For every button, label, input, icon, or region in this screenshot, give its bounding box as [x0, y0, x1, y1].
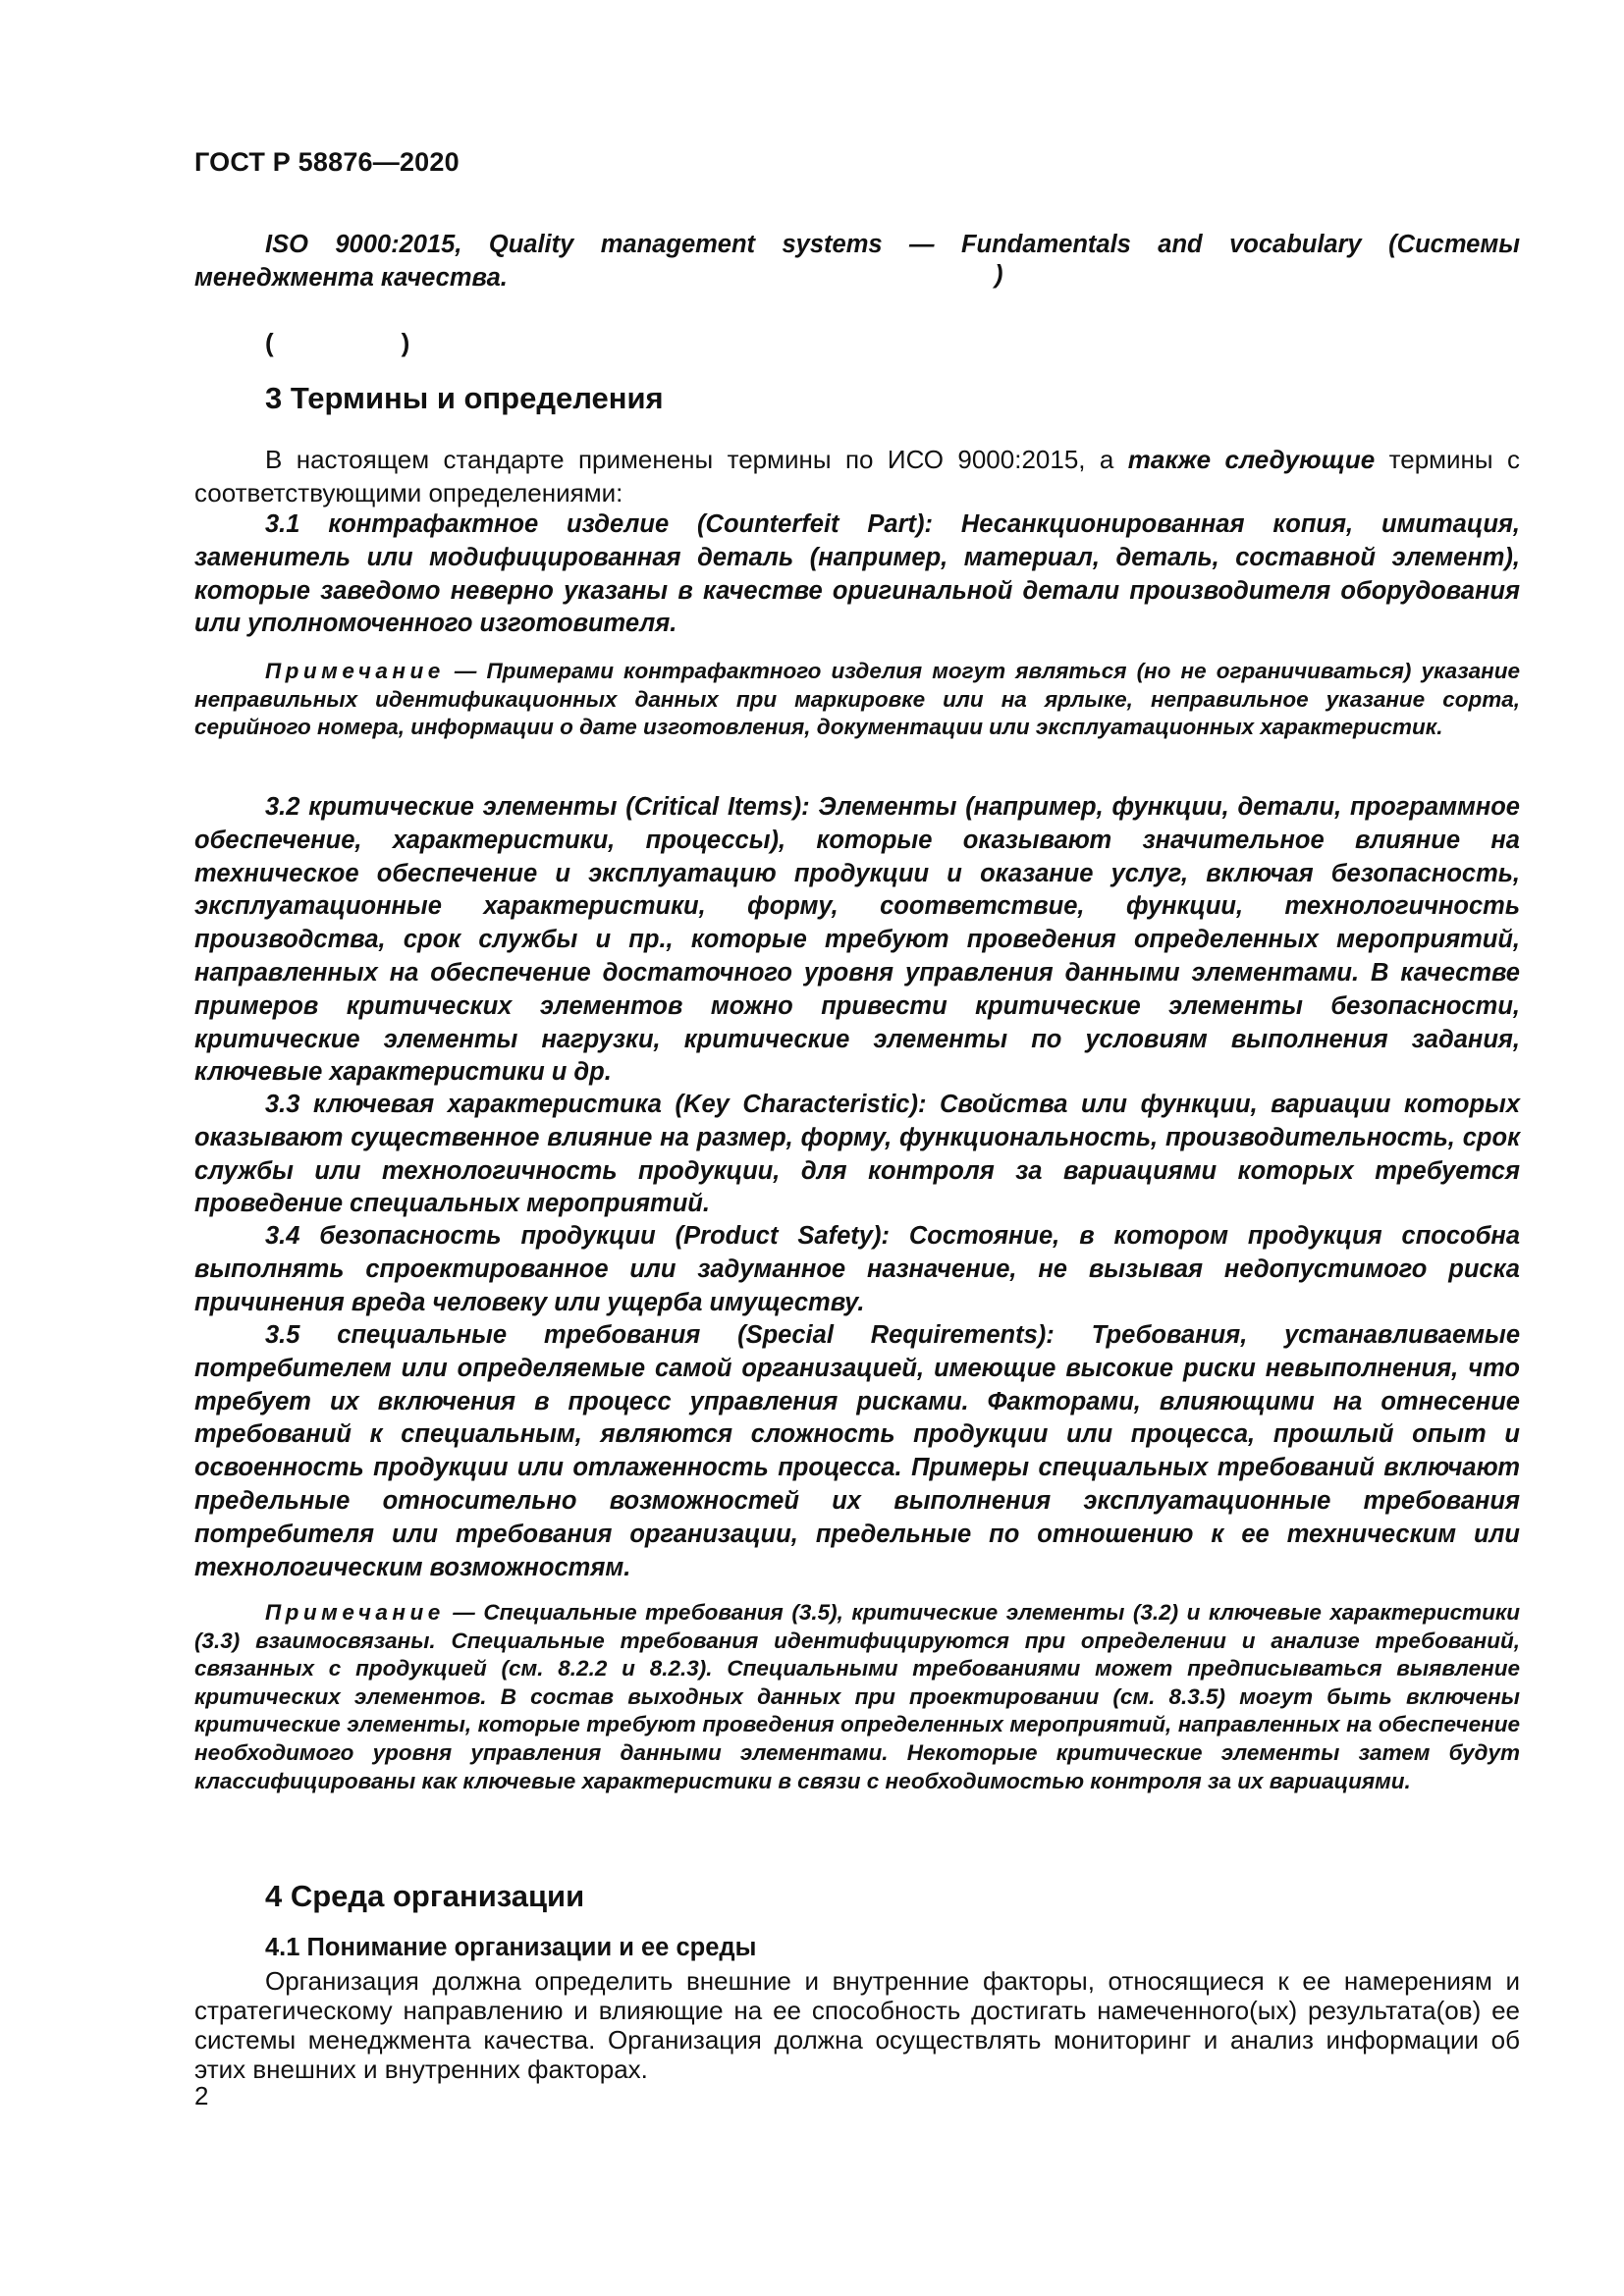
- section-3-intro: В настоящем стандарте применены термины по ИСО 9000:2015, а также следующие термины с соответствующими определениями:: [194, 445, 1520, 507]
- note-label: Примечание: [265, 1600, 445, 1625]
- reference-text: ISO 9000:2015, Quality management systems — Fundamentals and vocabulary (Системы менеджмента качества.: [194, 231, 1520, 292]
- section-3-title: 3 Термины и определения: [265, 381, 664, 415]
- term-3-3: 3.3 ключевая характеристика (Key Characteristic): Свойства или функции, вариации которых оказывают существенное влияние на размер, форму, функциональность, производительность, срок службы или технологичность продукции, для контроля за вариациями которых требуется проведение специальных мероприятий.: [194, 1091, 1520, 1218]
- note-label: Примечание: [265, 659, 445, 683]
- page-number: 2: [194, 2081, 209, 2110]
- reference-close-paren: ): [995, 261, 1003, 289]
- subsection-4-1-paragraph: Организация должна определить внешние и внутренние факторы, относящиеся к ее намерениям и стратегическому направлению и влияющие на ее способность достигать намеченного(ых) результата(ов) ее системы менеджмента качества. Организация должна осуществлять мониторинг и анализ информации об этих внешних и внутренних факторах.: [194, 1966, 1520, 2084]
- intro-emphasis: также следующие: [1127, 445, 1376, 474]
- normative-reference: [194, 228, 1520, 294]
- term-3-5: 3.5 специальные требования (Special Requirements): Требования, устанавливаемые потребителем или определяемые самой организацией, имеющие высокие риски невыполнения, что требует их включения в процесс управления рисками. Факторами, влияющими на отнесение требований к специальным, являются сложность продукции или процесса, прошлый опыт и освоенность продукции или отлаженность процесса. Примеры специальных требований включают предельные относительно возможностей их выполнения эксплуатационные требования потребителя или требования организации, предельные по отношению к ее техническим или технологическим возможностям.: [194, 1321, 1520, 1581]
- note-2: Примечание — Специальные требования (3.5), критические элементы (3.2) и ключевые характеристики (3.3) взаимосвязаны. Специальные требования идентифицируются при определении и анализе требований, связанных с продукцией (см. 8.2.2 и 8.2.3). Специальными требованиями может предписываться выявление критических элементов. В состав выходных данных при проектировании (см. 8.3.5) могут быть включены критические элементы, которые требуют проведения определенных мероприятий, направленных на обеспечение необходимого уровня управления данными элементами. Некоторые критические элементы затем будут классифицированы как ключевые характеристики в связи с необходимостью контроля за их вариациями.: [194, 1600, 1520, 1793]
- term-3-2: 3.2 критические элементы (Critical Items): Элементы (например, функции, детали, программное обеспечение, характеристики, процессы), которые оказывают значительное влияние на техническое обеспечение и эксплуатацию продукции и оказание услуг, включая безопасность, эксплуатационные характеристики, форму, соответствие, функции, технологичность производства, срок службы и пр., которые требуют проведения определенных мероприятий, направленных на обеспечение достаточного уровня управления данными элементами. В качестве примеров критических элементов можно привести критические элементы безопасности, критические элементы нагрузки, критические элементы по условиям выполнения задания, ключевые характеристики и др.: [194, 793, 1520, 1087]
- section-4-title: 4 Среда организации: [265, 1879, 585, 1913]
- term-3-1: 3.1 контрафактное изделие (Counterfeit Part): Несанкционированная копия, имитация, заменитель или модифицированная деталь (например, материал, деталь, составной элемент), которые заведомо неверно указаны в качестве оригинальной детали производителя оборудования или уполномоченного изготовителя.: [194, 510, 1520, 638]
- document-code-header: ГОСТ Р 58876—2020: [194, 147, 460, 177]
- note-1: Примечание — Примерами контрафактного изделия могут являться (но не ограничиваться) указание неправильных идентификационных данных при маркировке или на ярлыке, неправильное указание сорта, серийного номера, информации о дате изготовления, документации или эксплуатационных характеристик.: [194, 659, 1520, 740]
- term-3-4: 3.4 безопасность продукции (Product Safety): Состояние, в котором продукция способна выполнять спроектированное или задуманное назначение, не вызывая недопустимого риска причинения вреда человеку или ущерба имуществу.: [194, 1222, 1520, 1316]
- subsection-4-1-title: 4.1 Понимание организации и ее среды: [265, 1934, 757, 1961]
- empty-parentheses: ( ): [265, 328, 410, 357]
